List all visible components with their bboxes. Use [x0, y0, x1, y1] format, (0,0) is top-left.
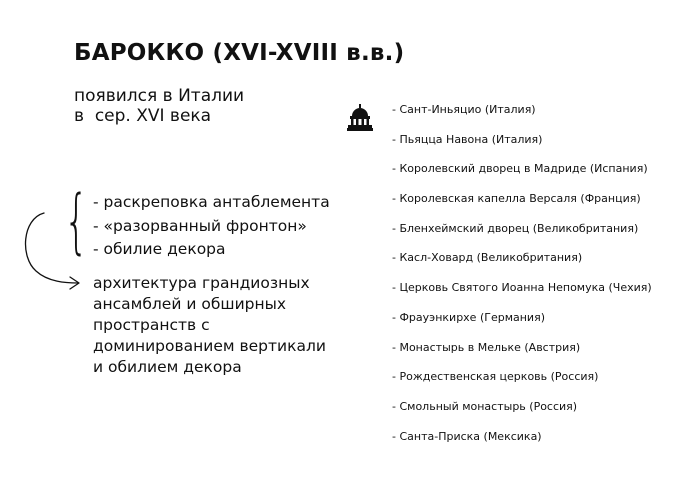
list-item: - Касл-Ховард (Великобритания)	[392, 251, 583, 265]
feature-item: - раскреповка антаблемента	[93, 193, 330, 211]
description-text	[93, 273, 326, 378]
list-item: - Санта-Приска (Мексика)	[392, 429, 542, 443]
features-list	[93, 191, 330, 262]
curved-arrow-icon	[18, 205, 88, 295]
curly-brace-icon: {	[64, 180, 89, 262]
feature-item: - обилие декора	[93, 240, 226, 258]
list-item: - Бленхеймский дворец (Великобритания)	[392, 221, 639, 235]
list-item: - Монастырь в Мельке (Австрия)	[392, 340, 581, 354]
list-item: - Королевская капелла Версаля (Франция)	[392, 192, 641, 206]
list-item: - Королевский дворец в Мадриде (Испания)	[392, 162, 648, 176]
list-item: - Смольный монастырь (Россия)	[392, 399, 578, 413]
list-item: - Пьяцца Навона (Италия)	[392, 132, 543, 146]
description-line: пространств с	[93, 316, 210, 334]
origin-text	[74, 86, 244, 126]
list-item: - Рождественская церковь (Россия)	[392, 370, 599, 384]
description-line: доминированием вертикали	[93, 337, 326, 355]
description-line: архитектура грандиозных	[93, 274, 310, 292]
origin-line-1: появился в Италии	[74, 86, 245, 106]
feature-item: - «разорванный фронтон»	[93, 216, 307, 235]
origin-line-2: в сер. XVI века	[74, 106, 212, 126]
list-item: - Фрауэнкирхе (Германия)	[392, 310, 545, 324]
examples-list	[392, 101, 652, 457]
description-line: и обилием декора	[93, 358, 242, 376]
list-item: - Церковь Святого Иоанна Непомука (Чехия)	[392, 281, 652, 295]
description-line: ансамблей и обширных	[93, 295, 287, 313]
list-item: - Сант-Иньяцио (Италия)	[392, 103, 536, 116]
page-title: БАРОККО (XVI-XVIII в.в.)	[74, 40, 405, 66]
domed-building-icon	[347, 104, 373, 132]
